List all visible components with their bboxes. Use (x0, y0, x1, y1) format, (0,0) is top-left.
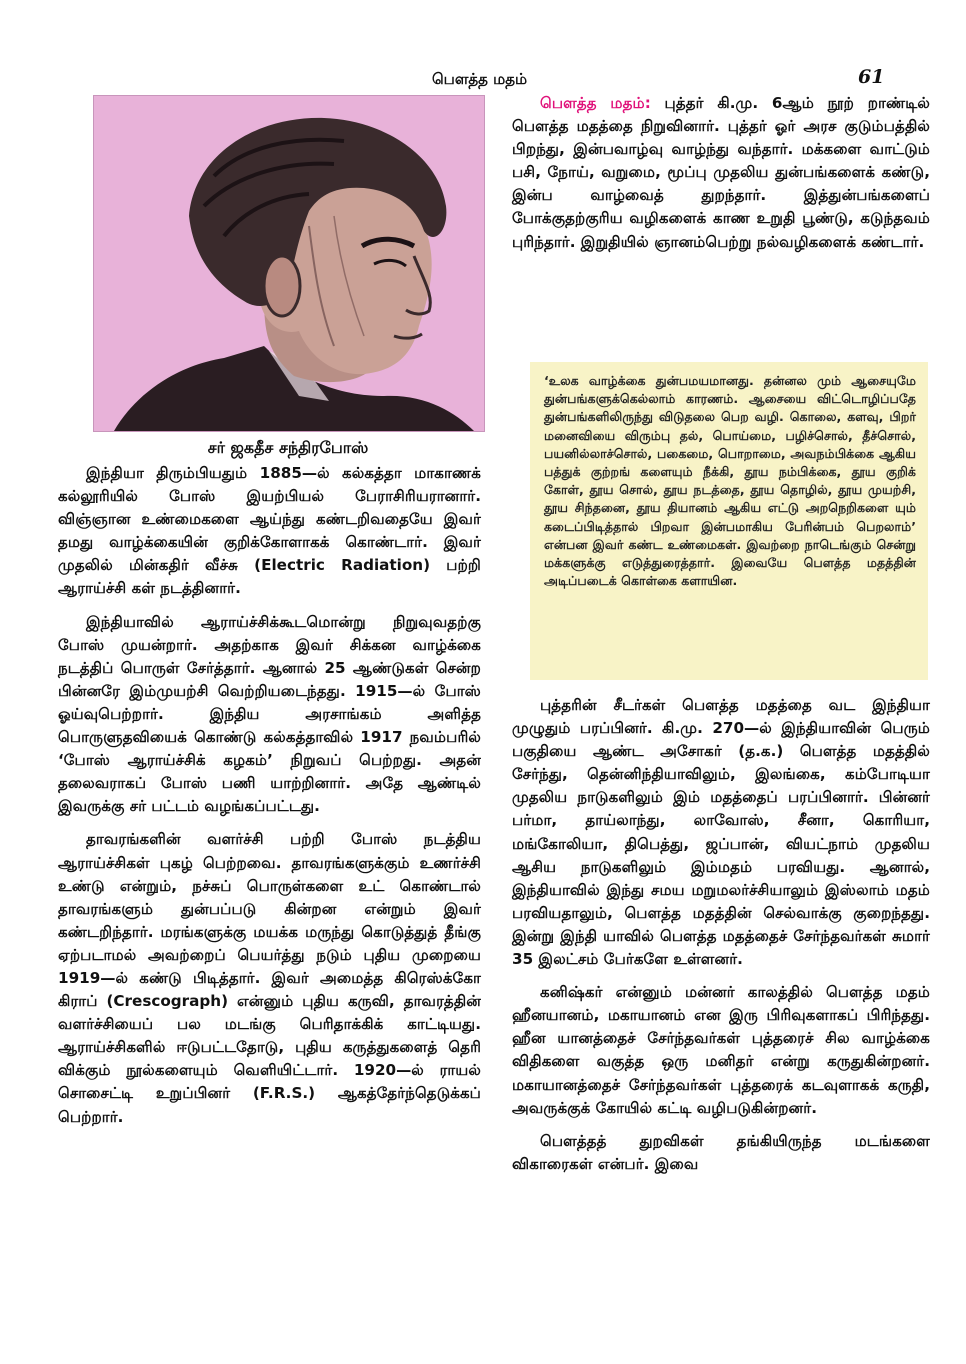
paragraph: பௌத்தத் துறவிகள் தங்கியிருந்த மடங்களை விகாரைகள் என்பர். இவை (512, 1131, 930, 1173)
page-number: 61 (858, 66, 885, 88)
paragraph: தாவரங்களின் வளர்ச்சி பற்றி போஸ் நடத்திய ஆராய்ச்சிகள் புகழ் பெற்றவை. தாவரங்களுக்கும் உணர்ச்சி உண்டு என்றும், நச்சுப் பொருள்களை உட் கொண்டால் தாவரங்களும் துன்பப்படு கின்றன என்றும் இவர் கண்டறிந்தார். மரங்களுக்கு மயக்க மருந்து கொடுத்துத் தீங்கு ஏற்படாமல் அவற்றைப் பெயர்த்து நடும் புதிய முறையை 1919—ல் கண்டு பிடித்தார். இவர் அமைத்த கிரெஸ்க்கோ கிராப் (Crescograph) என்னும் புதிய கருவி, தாவரத்தின் வளர்ச்சியைப் பல மடங்கு பெரிதாக்கிக் காட்டியது. ஆராய்ச்சிகளில் ஈடுபட்டதோடு, புதிய கருத்துகளைத் தெரி விக்கும் நூல்களையும் வெளியிட்டார். 1920—ல் ராயல் சொசைட்டி உறுப்பினர் (F.R.S.) ஆகத்தேர்ந்தெடுக்கப் பெற்றார். (58, 830, 481, 1126)
header-title: பௌத்த மதம் (432, 70, 528, 88)
paragraph: புத்தரின் சீடர்கள் பௌத்த மதத்தை வட இந்தியா முழுதும் பரப்பினர். கி.மு. 270—ல் இந்தியாவின் பெரும் பகுதியை ஆண்ட அசோகர் (த.க.) பௌத்த மதத்தில் சேர்ந்து, தென்னிந்தியாவிலும், இலங்கை, கம்போடியா முதலிய நாடுகளிலும் இம் மதத்தைப் பரப்பினார். பின்னர் பர்மா, தாய்லாந்து, லாவோஸ், சீனா, கொரியா, மங்கோலியா, திபெத்து, ஜப்பான், வியட்நாம் முதலிய ஆசிய நாடுகளிலும் இம்மதம் பரவியது. ஆனால், இந்தியாவில் இந்து சமய மறுமலர்ச்சியாலும் இஸ்லாம் மதம் பரவியதாலும், பௌத்த மதத்தின் செல்வாக்கு குறைந்தது. இன்று இந்தி யாவில் பௌத்த மதத்தைச் சேர்ந்தவர்கள் சுமார் 35 இலட்சம் பேர்களே உள்ளனர். (512, 696, 930, 969)
paragraph (512, 92, 930, 254)
section-heading: பௌத்த மதம்: (540, 94, 651, 112)
paragraph: கனிஷ்கர் என்னும் மன்னர் காலத்தில் பௌத்த மதம் ஹீனயானம், மகாயானம் என இரு பிரிவுகளாகப் பிரிந்தது. ஹீன யானத்தைச் சேர்ந்தவர்கள் புத்தரைச் சில வாழ்க்கை விதிகளை வகுத்த ஒரு மனிதர் என்று கருதுகின்றனர். மகாயானத்தைச் சேர்ந்தவர்கள் புத்தரைக் கடவுளாகக் கருதி, அவருக்குக் கோயில் கட்டி வழிபடுகின்றனர். (512, 983, 930, 1117)
portrait-caption: சர் ஜகதீச சந்திரபோஸ் (207, 438, 369, 457)
right-column-body (512, 694, 930, 1186)
quote-box: ‘உலக வாழ்க்கை துன்பமயமானது. தன்னல மும் ஆசையுமே துன்பங்களுக்கெல்லாம் காரணம். ஆசையை விட்டொழிப்பதே துன்பங்களிலிருந்து விடுதலை பெற வழி. கொலை, களவு, பிறர் மனைவியை விரும்பு தல், பொய்மை, பழிச்சொல், தீச்சொல், பயனில்லாச்சொல், பகைமை, பொறாமை, அவநம்பிக்கை ஆகிய பத்துக் குற்றங் களையும் நீக்கி, தூய நம்பிக்கை, தூய குறிக் கோள், தூய சொல், தூய நடத்தை, தூய தொழில், தூய முயற்சி, தூய சிந்தனை, தூய தியானம் ஆகிய எட்டு அறநெறிகளை யும் கடைப்பிடித்தால் பிறவா இன்பமாகிய பேரின்பம் பெறலாம்’ என்பன இவர் கண்ட உண்மைகள். இவற்றை நாடெங்கும் சென்று மக்களுக்கு எடுத்துரைத்தார். இவையே பௌத்த மதத்தின் அடிப்படைக் கொள்கை களாயின. (530, 362, 928, 680)
paragraph: இந்தியா திரும்பியதும் 1885—ல் கல்கத்தா மாகாணக் கல்லூரியில் போஸ் இயற்பியல் பேராசிரியரானார். விஞ்ஞான உண்மைகளை ஆய்ந்து கண்டறிவதையே இவர் தமது வாழ்க்கையின் குறிக்கோளாகக் கொண்டார். இவர் முதலில் மின்கதிர் வீச்சு (Electric Radiation) பற்றி ஆராய்ச்சி கள் நடத்தினார். (58, 464, 481, 598)
intro-text: புத்தர் கி.மு. 6ஆம் நூற் றாண்டில் பௌத்த மதத்தை நிறுவினார். புத்தர் ஓர் அரச குடும்பத்தில் பிறந்து, இன்பவாழ்வு வாழ்ந்து வந்தார். மக்களை வாட்டும் பசி, நோய், வறுமை, மூப்பு முதலிய துன்பங்களைக் கண்டு, இன்ப வாழ்வைத் துறந்தார். இத்துன்பங்களைப் போக்குதற்குரிய வழிகளைக் காண உறுதி பூண்டு, கடுந்தவம் புரிந்தார். இறுதியில் ஞானம்பெற்று நல்வழிகளைக் கண்டார். (512, 94, 930, 251)
portrait-image (93, 95, 485, 432)
left-column (58, 462, 481, 1139)
paragraph: இந்தியாவில் ஆராய்ச்சிக்கூடமொன்று நிறுவுவதற்கு போஸ் முயன்றார். அதற்காக இவர் சிக்கன வாழ்க்கை நடத்திப் பொருள் சேர்த்தார். ஆனால் 25 ஆண்டுகள் சென்ற பின்னரே இம்முயற்சி வெற்றியடைந்தது. 1915—ல் போஸ் ஓய்வுபெற்றார். இந்திய அரசாங்கம் அளித்த பொருளுதவியைக் கொண்டு கல்கத்தாவில் 1917 நவம்பரில் ‘போஸ் ஆராய்ச்சிக் கழகம்’ நிறுவப் பெற்றது. அதன் தலைவராகப் போஸ் பணி யாற்றினார். அதே ஆண்டில் இவருக்கு சர் பட்டம் வழங்கப்பட்டது. (58, 612, 481, 816)
right-column-intro (512, 92, 930, 264)
